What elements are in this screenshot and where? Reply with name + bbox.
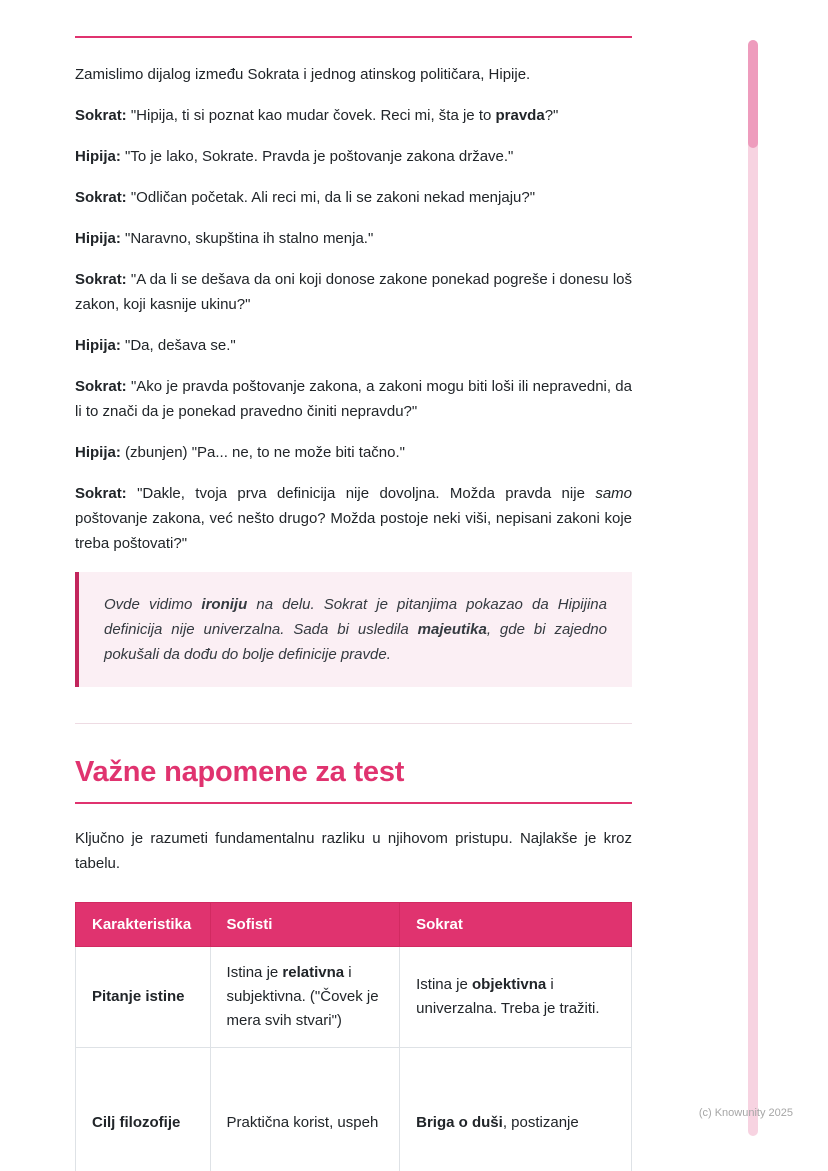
content-area <box>75 36 632 1171</box>
text-segment: majeutika <box>417 621 487 638</box>
text-segment: Sokrat: <box>75 271 127 288</box>
text-segment: Briga o duši <box>416 1113 503 1131</box>
text-segment: Sokrat: <box>75 189 127 206</box>
text-segment: relativna <box>282 964 345 981</box>
dialog-paragraph <box>75 103 632 128</box>
table-row-label: Pitanje istine <box>76 947 211 1048</box>
table-cell <box>210 1048 400 1171</box>
table-header-row <box>76 903 632 947</box>
table-cell <box>400 947 632 1048</box>
text-segment: Istina je <box>416 976 473 993</box>
scrollbar-track[interactable] <box>748 40 758 1136</box>
text-segment: Sokrat: <box>75 378 127 395</box>
text-segment: Hipija: <box>75 230 121 247</box>
text-segment: "Dakle, tvoja prva definicija nije dovoljna. Možda pravda nije <box>126 485 596 502</box>
callout-text <box>104 592 607 667</box>
dialog-paragraph <box>75 144 632 169</box>
watermark: (c) Knowunity 2025 <box>698 1107 793 1119</box>
dialog-paragraph <box>75 267 632 317</box>
scrollbar-thumb[interactable] <box>748 40 758 148</box>
section-divider <box>75 723 632 724</box>
text-segment: (zbunjen) "Pa... ne, to ne može biti tačno." <box>120 444 405 461</box>
text-segment: objektivna <box>472 976 547 993</box>
table-header-cell: Karakteristika <box>76 903 211 947</box>
text-segment: Hipija: <box>75 337 121 354</box>
text-segment: Istina je <box>226 964 283 981</box>
text-segment: i subjektivna. ("Čovek je mera svih stvari") <box>226 964 379 1029</box>
dialog-paragraph <box>75 374 632 424</box>
text-segment: Praktična korist, uspeh <box>226 1113 379 1131</box>
text-segment: pravda <box>495 107 545 124</box>
text-segment: Hipija: <box>75 148 121 165</box>
text-segment: i univerzalna. Treba je tražiti. <box>416 976 600 1017</box>
section-top-rule <box>75 36 632 38</box>
text-segment: Hipija: <box>75 444 121 461</box>
dialog-paragraph <box>75 481 632 556</box>
table-header-cell: Sokrat <box>400 903 632 947</box>
text-segment: Ovde vidimo <box>104 596 202 613</box>
callout <box>75 572 632 687</box>
text-segment: "To je lako, Sokrate. Pravda je poštovanje zakona države." <box>120 148 514 165</box>
text-segment: Sokrat: <box>75 107 127 124</box>
text-segment: samo <box>595 485 632 502</box>
text-segment: na delu. Sokrat je pitanjima pokazao da Hipijina definicija nije univerzalna. Sada bi usledila <box>104 596 607 638</box>
text-segment: "Ako je pravda poštovanje zakona, a zakoni mogu biti loši ili nepravedni, da li to znači da je ponekad pravedno činiti nepravdu?" <box>75 378 632 420</box>
text-segment: Zamislimo dijalog između Sokrata i jednog atinskog političara, Hipije. <box>75 66 531 83</box>
table-cell <box>400 1048 632 1171</box>
dialog-paragraph <box>75 440 632 465</box>
text-segment: "Da, dešava se." <box>120 337 236 354</box>
text-segment: "Naravno, skupština ih stalno menja." <box>120 230 374 247</box>
comparison-table <box>75 902 632 1171</box>
section-title: Važne napomene za test <box>75 756 405 788</box>
text-segment: poštovanje zakona, već nešto drugo? Možda postoje neki viši, nepisani zakoni koje treba poštovati?" <box>75 510 632 552</box>
table-body <box>76 947 632 1171</box>
text-segment: , postizanje <box>502 1113 579 1131</box>
text-segment: ?" <box>544 107 559 124</box>
title-rule <box>75 802 632 804</box>
table-cell <box>210 947 400 1048</box>
text-segment: "Odličan početak. Ali reci mi, da li se zakoni nekad menjaju?" <box>126 189 536 206</box>
dialog-paragraph <box>75 226 632 251</box>
table-row-label: Cilj filozofije <box>76 1048 211 1171</box>
dialog-section <box>75 62 632 556</box>
dialog-paragraph <box>75 185 632 210</box>
table-header-cell: Sofisti <box>210 903 400 947</box>
text-segment: "A da li se dešava da oni koji donose zakone ponekad pogreše i donesu loš zakon, koji kasnije ukinu?" <box>75 271 632 313</box>
text-segment: "Hipija, ti si poznat kao mudar čovek. Reci mi, šta je to <box>126 107 496 124</box>
table-row <box>76 947 632 1048</box>
dialog-paragraph <box>75 62 632 87</box>
table-row <box>76 1048 632 1171</box>
text-segment: ironiju <box>201 596 248 613</box>
text-segment: Sokrat: <box>75 485 127 502</box>
dialog-paragraph <box>75 333 632 358</box>
text-segment: , gde bi zajedno pokušali da dođu do bolje definicije pravde. <box>104 621 607 663</box>
lead-paragraph: Ključno je razumeti fundamentalnu razliku u njihovom pristupu. Najlakše je kroz tabelu. <box>75 830 632 872</box>
